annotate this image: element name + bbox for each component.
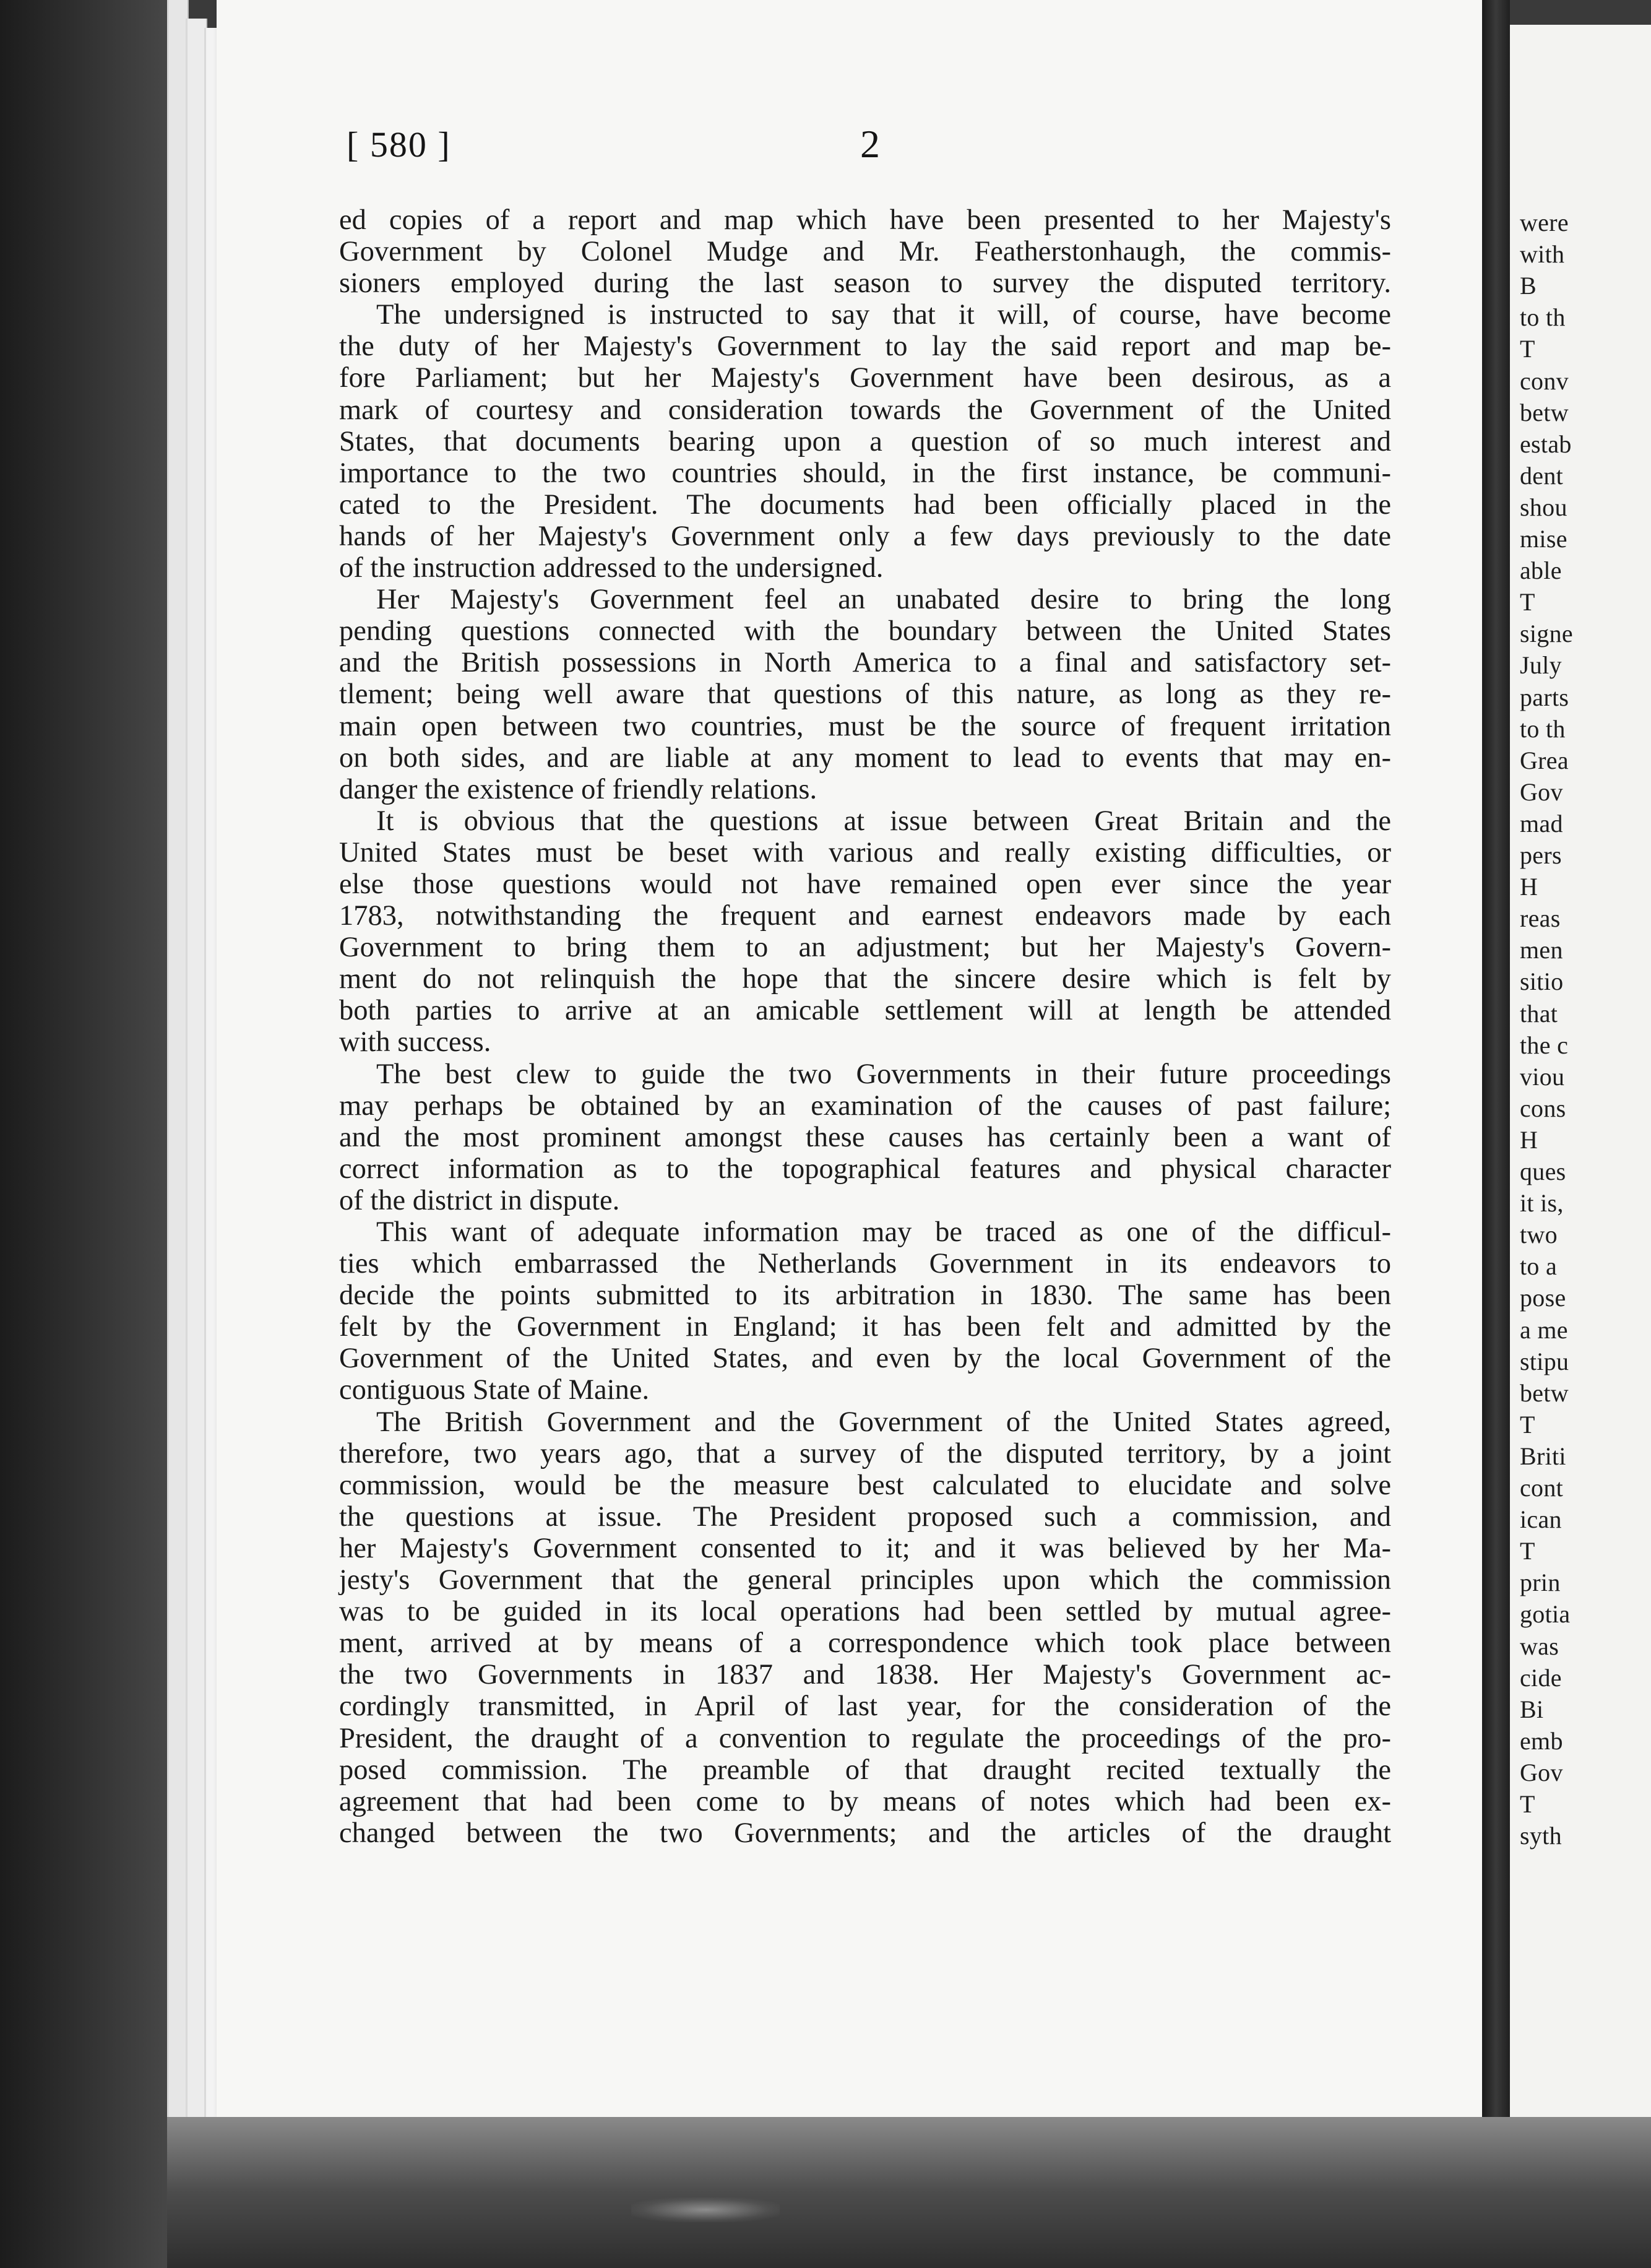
library-stamp	[631, 2197, 780, 2222]
facing-page-fragment: Briti	[1520, 1442, 1566, 1470]
facing-page-fragment: syth	[1520, 1822, 1562, 1850]
text-line: and the British possessions in North America to a final and satisfactory set-	[339, 647, 1391, 679]
facing-page-fragment: that	[1520, 999, 1558, 1028]
facing-page-fragment: betw	[1520, 398, 1569, 426]
text-line: danger the existence of friendly relations.	[339, 773, 817, 805]
body-text	[339, 204, 1391, 1849]
facing-page-fragment: the c	[1520, 1031, 1569, 1059]
text-line: her Majesty's Government consented to it; and it was believed by her Ma-	[339, 1532, 1391, 1564]
facing-page-fragment: shou	[1520, 493, 1567, 521]
text-line: decide the points submitted to its arbitration in 1830. The same has been	[339, 1279, 1391, 1312]
facing-page-fragment: viou	[1520, 1062, 1565, 1091]
text-line: hands of her Majesty's Government only a few days previously to the date	[339, 520, 1391, 552]
facing-page-fragment: parts	[1520, 683, 1569, 711]
facing-page-fragment: H	[1520, 1125, 1538, 1154]
text-line: Government to bring them to an adjustment; but her Majesty's Govern-	[339, 932, 1391, 964]
text-line: ties which embarrassed the Netherlands Government in its endeavors to	[339, 1248, 1391, 1280]
text-line: contiguous State of Maine.	[339, 1374, 650, 1406]
page-gutter	[1482, 0, 1510, 2268]
facing-page-fragment: cons	[1520, 1094, 1566, 1122]
facing-page-fragment: conv	[1520, 366, 1569, 395]
text-line: tlement; being well aware that questions of this nature, as long as they re-	[339, 678, 1391, 711]
facing-page-fragment: were	[1520, 209, 1569, 236]
page-number: 2	[860, 122, 880, 166]
facing-page-fragment: a me	[1520, 1315, 1568, 1344]
facing-page-fragment: Gov	[1520, 777, 1563, 806]
facing-page-fragment: with	[1520, 240, 1565, 269]
text-line: of the district in dispute.	[339, 1184, 620, 1216]
facing-page-fragment: T	[1520, 588, 1535, 617]
text-line: ment do not relinquish the hope that the sincere desire which is felt by	[339, 963, 1391, 995]
text-line: States, that documents bearing upon a question of so much interest and	[339, 425, 1391, 457]
facing-page-fragment: dent	[1520, 461, 1564, 490]
facing-page-fragment: to a	[1520, 1252, 1558, 1281]
text-line: United States must be beset with various and really existing difficulties, or	[339, 836, 1391, 868]
facing-page-fragment: betw	[1520, 1379, 1569, 1407]
text-line: It is obvious that the questions at issue between Great Britain and the	[376, 805, 1391, 837]
text-line: pending questions connected with the boundary between the United States	[339, 615, 1391, 647]
facing-page-fragment: Bi	[1520, 1695, 1544, 1723]
facing-page-fragment: Gov	[1520, 1758, 1563, 1786]
text-line: both parties to arrive at an amicable settlement will at length be attended	[339, 995, 1391, 1027]
text-line: 1783, notwithstanding the frequent and earnest endeavors made by each	[339, 900, 1391, 932]
facing-page-fragment: was	[1520, 1632, 1559, 1660]
text-line: the two Governments in 1837 and 1838. Her Majesty's Government ac-	[339, 1659, 1391, 1691]
text-line: cordingly transmitted, in April of last year, for the consideration of the	[339, 1690, 1391, 1723]
facing-page-fragment: H	[1520, 873, 1538, 901]
facing-page-fragment: Grea	[1520, 746, 1569, 774]
facing-page-fragment: prin	[1520, 1569, 1561, 1597]
text-line: The British Government and the Government of the United States agreed,	[376, 1406, 1391, 1438]
text-line: was to be guided in its local operations had been settled by mutual agree-	[339, 1596, 1391, 1628]
text-line: and the most prominent amongst these causes has certainly been a want of	[339, 1121, 1391, 1153]
text-line: therefore, two years ago, that a survey of the disputed territory, by a joint	[339, 1437, 1391, 1469]
facing-page-fragment: stipu	[1520, 1347, 1569, 1375]
facing-page-fragment: pers	[1520, 841, 1562, 869]
facing-page-fragment: cont	[1520, 1474, 1564, 1502]
text-line: may perhaps be obtained by an examination of the causes of past failure;	[339, 1089, 1391, 1122]
facing-page-fragment: gotia	[1520, 1600, 1571, 1629]
text-line: commission, would be the measure best calculated to elucidate and solve	[339, 1469, 1391, 1501]
text-line: main open between two countries, must be the source of frequent irritation	[339, 710, 1391, 742]
facing-page-fragment: T	[1520, 1537, 1535, 1565]
text-line: posed commission. The preamble of that draught recited textually the	[339, 1754, 1391, 1786]
facing-page	[1510, 25, 1651, 2129]
facing-page-fragment: mise	[1520, 525, 1567, 553]
text-line: Government by Colonel Mudge and Mr. Featherstonhaugh, the commis-	[339, 236, 1391, 268]
text-line: mark of courtesy and consideration towards the Government of the United	[339, 394, 1391, 426]
facing-page-fragment: it is,	[1520, 1189, 1564, 1218]
text-line: on both sides, and are liable at any moment to lead to events that may en-	[339, 742, 1391, 774]
text-line: of the instruction addressed to the undersigned.	[339, 552, 884, 584]
facing-page-fragment: signe	[1520, 620, 1573, 648]
facing-page-fragment: sitio	[1520, 967, 1564, 996]
text-line: ed copies of a report and map which have been presented to her Majesty's	[339, 204, 1391, 236]
scan-bottom-edge	[167, 2117, 1651, 2268]
facing-page-fragment: two	[1520, 1221, 1558, 1249]
text-line: sioners employed during the last season to survey the disputed territory.	[339, 267, 1391, 300]
facing-page-fragment: T	[1520, 1410, 1535, 1439]
facing-page-fragment: ican	[1520, 1505, 1562, 1534]
facing-page-fragment: cide	[1520, 1663, 1562, 1692]
facing-page-fragment: men	[1520, 936, 1563, 964]
facing-page-fragment: B	[1520, 272, 1537, 300]
document-number: [ 580 ]	[347, 124, 451, 165]
text-line: Her Majesty's Government feel an unabated desire to bring the long	[376, 584, 1391, 616]
text-line: changed between the two Governments; and the articles of the draught	[339, 1817, 1391, 1849]
text-line: with success.	[339, 1026, 491, 1058]
facing-page-fragment: able	[1520, 556, 1562, 585]
facing-page-fragment: pose	[1520, 1284, 1566, 1312]
text-line: the questions at issue. The President proposed such a commission, and	[339, 1500, 1391, 1533]
text-line: This want of adequate information may be traced as one of the difficul-	[376, 1216, 1391, 1248]
facing-page-fragment: T	[1520, 335, 1535, 363]
facing-page-fragment: to th	[1520, 303, 1566, 332]
facing-page-fragment: estab	[1520, 430, 1572, 458]
text-line: importance to the two countries should, in the first instance, be communi-	[339, 457, 1391, 489]
text-line: cated to the President. The documents had been officially placed in the	[339, 488, 1391, 521]
facing-page-fragment: to th	[1520, 714, 1566, 743]
text-line: President, the draught of a convention to regulate the proceedings of the pro-	[339, 1722, 1391, 1754]
text-line: correct information as to the topographical features and physical character	[339, 1153, 1391, 1185]
text-line: The best clew to guide the two Governments in their future proceedings	[376, 1058, 1391, 1090]
text-line: jesty's Government that the general principles upon which the commission	[339, 1564, 1391, 1596]
facing-page-fragment: T	[1520, 1790, 1535, 1818]
text-line: felt by the Government in England; it has been felt and admitted by the	[339, 1311, 1391, 1343]
scanner-background	[0, 0, 179, 2268]
facing-page-fragment: mad	[1520, 809, 1563, 838]
facing-page-fragment: July	[1520, 651, 1562, 680]
facing-page-fragment: ques	[1520, 1158, 1566, 1185]
text-line: agreement that had been come to by means of notes which had been ex-	[339, 1785, 1391, 1817]
text-line: ment, arrived at by means of a correspondence which took place between	[339, 1627, 1391, 1660]
text-line: else those questions would not have remained open ever since the year	[339, 868, 1391, 900]
text-line: The undersigned is instructed to say that it will, of course, have become	[376, 299, 1391, 331]
text-line: Government of the United States, and even by the local Government of the	[339, 1343, 1391, 1375]
text-line: the duty of her Majesty's Government to lay the said report and map be-	[339, 331, 1391, 363]
facing-page-fragment: reas	[1520, 904, 1561, 933]
text-line: fore Parliament; but her Majesty's Government have been desirous, as a	[339, 362, 1391, 394]
facing-page-fragment: emb	[1520, 1726, 1563, 1755]
